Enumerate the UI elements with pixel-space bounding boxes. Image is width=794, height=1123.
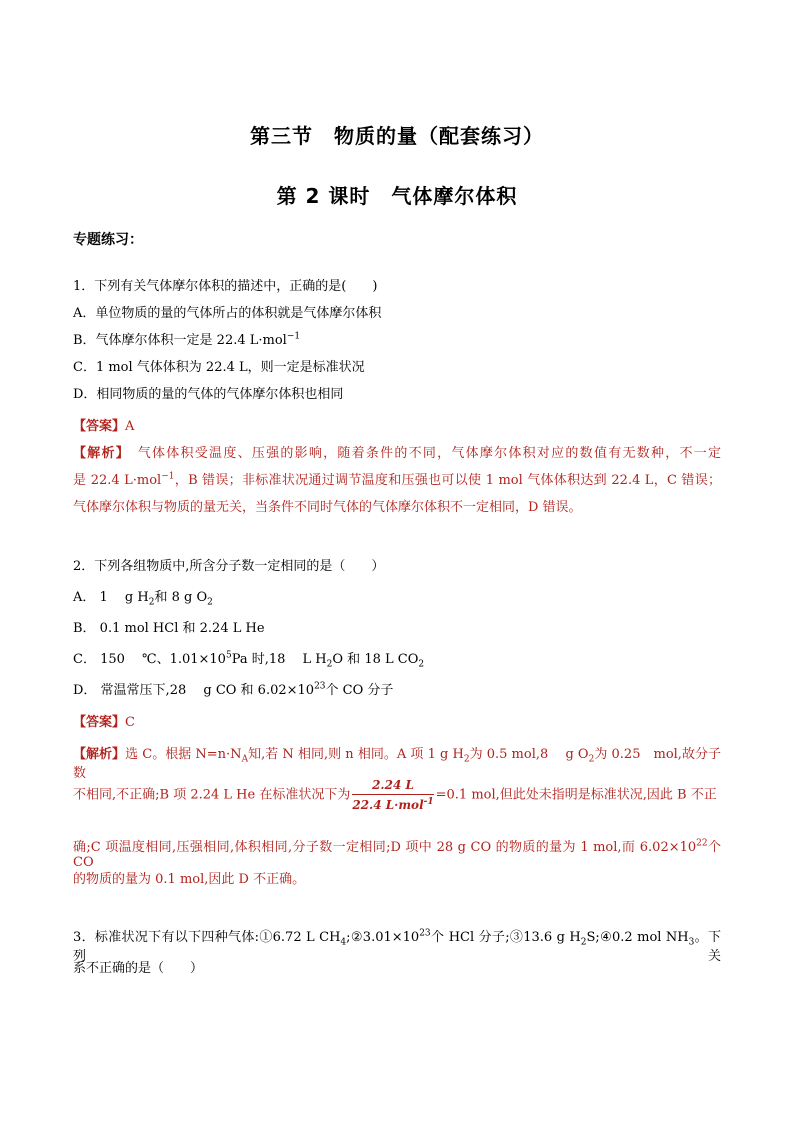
q3-stem-line-2: 系不正确的是（ ） [73,961,204,976]
page-title: 第三节 物质的量（配套练习） [250,124,544,148]
q1-analysis-line-2: 是 22.4 L·mol$^{-1}$，B 错误；非标准状况通过调节温度和压强也可以使 1 mol 气体体积达到 22.4 L，C 错误； [73,471,721,488]
q2-analysis-line-4: 的物质的量为 0.1 mol,因此 D 不正确。 [73,872,306,887]
fraction: $\frac{2.24 L}{22.4 L\cdot mol^{-1}}$ [352,778,434,812]
page-subtitle: 第 2 课时 气体摩尔体积 [276,184,518,208]
q1-stem: 1．下列有关气体摩尔体积的描述中，正确的是( ) [73,279,378,294]
q1-option-d: D．相同物质的量的气体的气体摩尔体积也相同 [73,387,344,402]
q3-stem-line-1: 3．标准状况下有以下四种气体:①6.72 L $CH_4;②3.01\times 10^{23}$个 HCl 分子;③13.6 g $H_2S;④0.2$ mol $NH_3$。下列关 [73,928,721,964]
q2-analysis-line-2: 不相同,不正确;B 项 2.24 L He 在标准状况下为 $\frac{2.24 L}{22.4 L\cdot mol^{-1}}$ =0.1 mol,但此处未指明是标准状况,因此 B 不正 [73,778,717,812]
q2-analysis-line-3: 确;C 项温度相同,压强相同,体积相同,分子数一定相同;D 项中 28 g CO 的物质的量为 1 mol,而 $6.02\times 10^{22}$个 CO [73,838,721,870]
q2-analysis-line-1: 【解析】选 C。根据 $N=n\cdot N_A$知,若 N 相同,则 n 相同。A 项 1 g $H_2$为 0.5 mol,8 g $O_2$为 0.25 mol,故分子数 [73,747,721,781]
q2-option-c: C． 150 ℃、$1.01\times 10^5Pa$ 时,18 L $H_2O$ 和 18 L $CO_2$ [73,650,425,670]
q2-stem: 2．下列各组物质中,所含分子数一定相同的是（ ） [73,559,385,574]
q2-option-d: D． 常温常压下,28 g CO 和 $6.02\times 10^{23}$个 CO 分子 [73,681,394,698]
q1-answer: 【答案】A [73,419,135,434]
q2-option-a: A． 1 g $H_2$和 8 g $O_2$ [73,590,213,608]
section-heading: 专题练习： [73,232,143,248]
q1-option-c: C．1 mol 气体体积为 22.4 L，则一定是标准状况 [73,360,365,375]
q1-option-a: A．单位物质的量的气体所占的体积就是气体摩尔体积 [73,306,382,321]
q1-analysis-line-3: 气体摩尔体积与物质的量无关，当条件不同时气体的气体摩尔体积不一定相同，D 错误。 [73,500,582,515]
q1-analysis-line-1: 【解析】 气体体积受温度、压强的影响，随着条件的不同，气体摩尔体积对应的数值有无数种，不一定 [73,446,721,461]
q2-answer: 【答案】C [73,715,135,730]
q1-option-b: B．气体摩尔体积一定是 22.4 L·mol$^{-1}$ [73,331,301,348]
q2-option-b: B． 0.1 mol HCl 和 2.24 L He [73,621,265,636]
